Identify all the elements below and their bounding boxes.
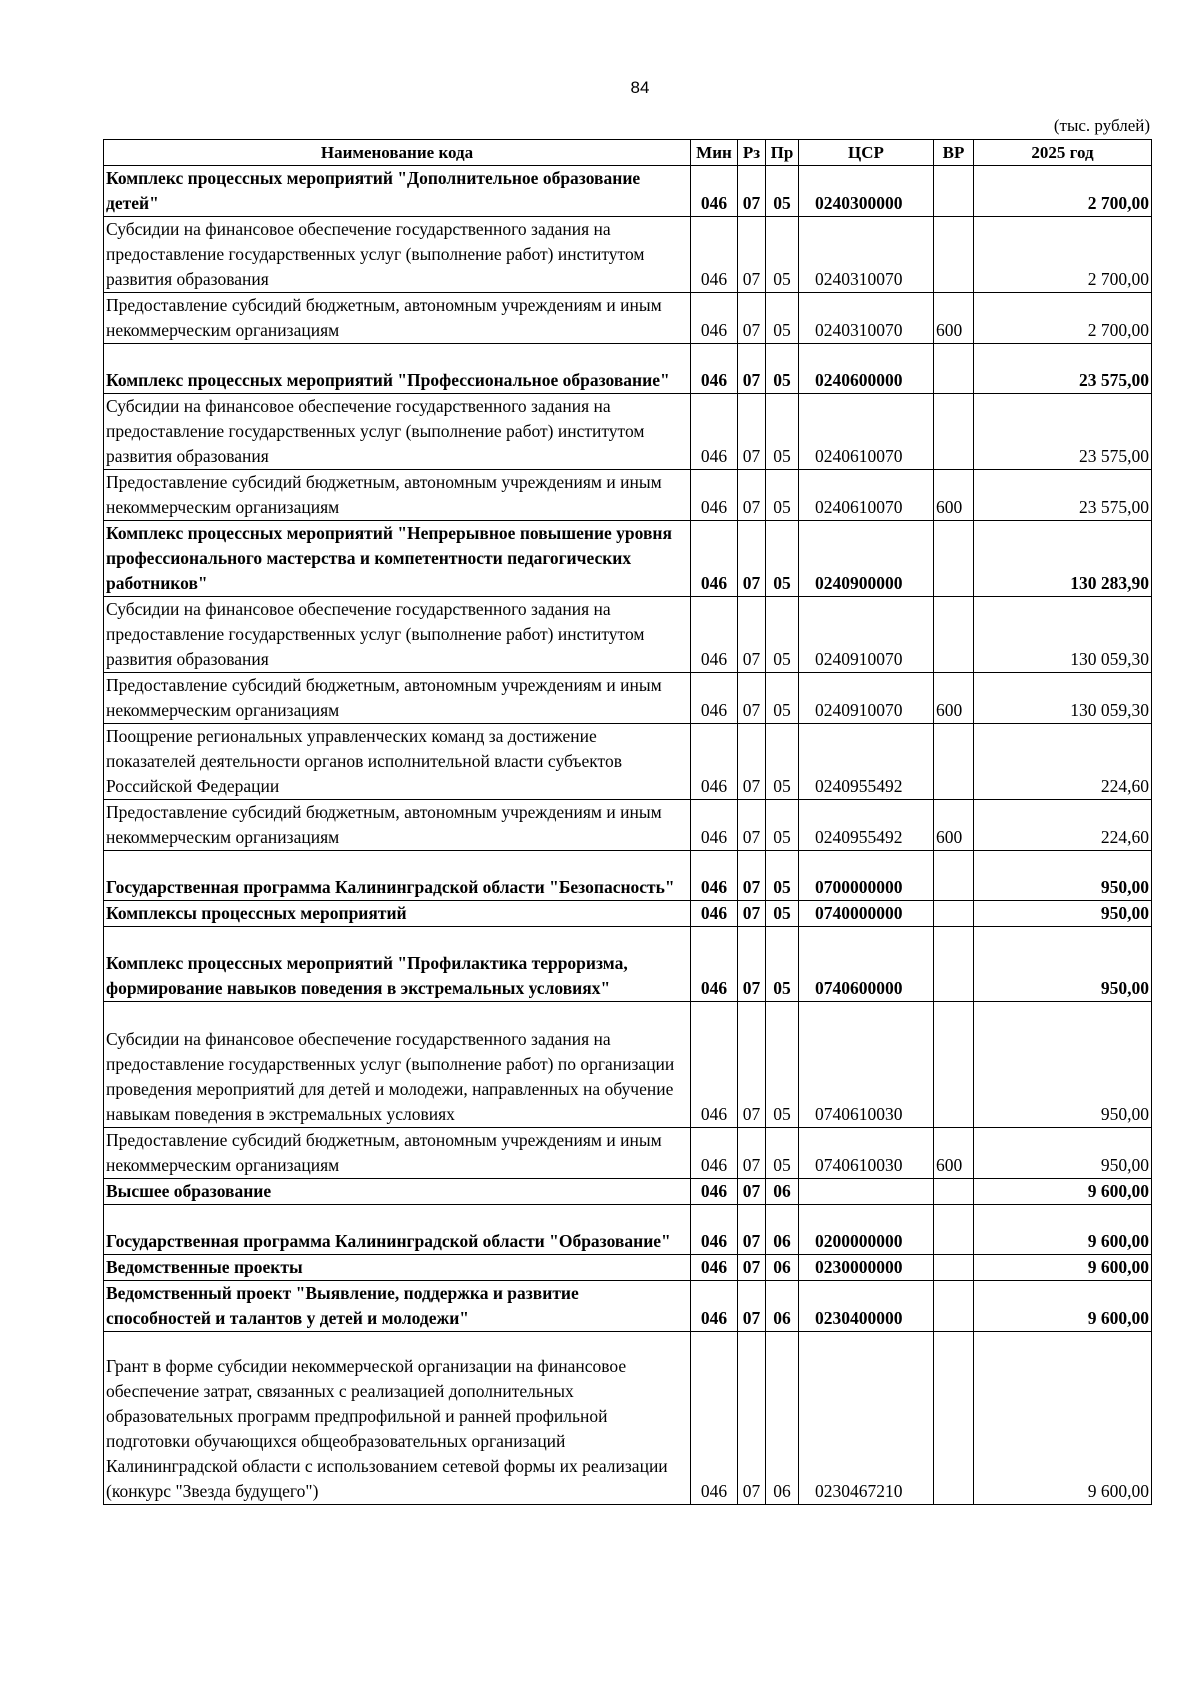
row-amount: 2 700,00 [974, 166, 1152, 217]
row-amount: 9 600,00 [974, 1255, 1152, 1281]
row-vr [934, 724, 974, 800]
row-min: 046 [691, 293, 738, 344]
row-rz: 07 [738, 166, 766, 217]
table-row [104, 394, 1152, 470]
row-vr [934, 1332, 974, 1505]
row-amount: 224,60 [974, 800, 1152, 851]
row-vr [934, 927, 974, 1002]
table-row [104, 521, 1152, 597]
table-row [104, 1205, 1152, 1255]
row-csr: 0240610070 [799, 394, 934, 470]
row-vr: 600 [934, 1128, 974, 1179]
row-csr: 0200000000 [799, 1205, 934, 1255]
row-amount: 2 700,00 [974, 293, 1152, 344]
row-vr: 600 [934, 673, 974, 724]
row-csr: 0240610070 [799, 470, 934, 521]
row-name: Субсидии на финансовое обеспечение государственного задания на предоставление государственных услуг (выполнение работ) по организации проведения мероприятий для детей и молодежи, направленных на обучение навыкам поведения в экстремальных условиях [104, 1002, 691, 1128]
table-row [104, 724, 1152, 800]
row-vr [934, 1205, 974, 1255]
header-pr: Пр [766, 140, 799, 166]
row-name: Грант в форме субсидии некоммерческой организации на финансовое обеспечение затрат, связанных с реализацией дополнительных образовательных программ предпрофильной и ранней профильной подготовки обучающихся общеобразовательных организаций Калининградской области с использованием сетевой формы их реализации (конкурс "Звезда будущего") [104, 1332, 691, 1505]
row-vr [934, 1281, 974, 1332]
row-pr: 05 [766, 521, 799, 597]
table-header-row [104, 140, 1152, 166]
row-amount: 23 575,00 [974, 470, 1152, 521]
row-csr: 0240910070 [799, 673, 934, 724]
row-amount: 950,00 [974, 1002, 1152, 1128]
row-pr: 05 [766, 344, 799, 394]
row-pr: 05 [766, 166, 799, 217]
row-name: Комплексы процессных мероприятий [104, 901, 691, 927]
table-row [104, 1002, 1152, 1128]
row-min: 046 [691, 1205, 738, 1255]
row-amount: 9 600,00 [974, 1179, 1152, 1205]
row-pr: 05 [766, 394, 799, 470]
row-rz: 07 [738, 901, 766, 927]
row-rz: 07 [738, 344, 766, 394]
row-name: Комплекс процессных мероприятий "Непрерывное повышение уровня профессионального мастерства и компетентности педагогических работников" [104, 521, 691, 597]
row-pr: 05 [766, 724, 799, 800]
row-min: 046 [691, 724, 738, 800]
row-csr [799, 1179, 934, 1205]
row-csr: 0740000000 [799, 901, 934, 927]
table-row [104, 597, 1152, 673]
row-rz: 07 [738, 597, 766, 673]
row-name: Комплекс процессных мероприятий "Дополнительное образование детей" [104, 166, 691, 217]
row-amount: 130 059,30 [974, 597, 1152, 673]
row-min: 046 [691, 166, 738, 217]
page-number: 84 [630, 78, 650, 97]
row-csr: 0740600000 [799, 927, 934, 1002]
header-vr: ВР [934, 140, 974, 166]
header-min: Мин [691, 140, 738, 166]
row-csr: 0740610030 [799, 1128, 934, 1179]
row-csr: 0240310070 [799, 293, 934, 344]
row-name: Поощрение региональных управленческих команд за достижение показателей деятельности органов исполнительной власти субъектов Российской Федерации [104, 724, 691, 800]
row-min: 046 [691, 800, 738, 851]
row-rz: 07 [738, 800, 766, 851]
row-min: 046 [691, 470, 738, 521]
table-row [104, 166, 1152, 217]
table-row [104, 927, 1152, 1002]
row-rz: 07 [738, 1255, 766, 1281]
table-row [104, 901, 1152, 927]
row-min: 046 [691, 344, 738, 394]
row-name: Комплекс процессных мероприятий "Профессиональное образование" [104, 344, 691, 394]
row-min: 046 [691, 927, 738, 1002]
row-pr: 05 [766, 673, 799, 724]
row-csr: 0230400000 [799, 1281, 934, 1332]
row-pr: 05 [766, 597, 799, 673]
table-row [104, 1179, 1152, 1205]
table-row [104, 800, 1152, 851]
row-rz: 07 [738, 470, 766, 521]
row-amount: 950,00 [974, 927, 1152, 1002]
row-csr: 0240900000 [799, 521, 934, 597]
row-pr: 05 [766, 293, 799, 344]
row-amount: 950,00 [974, 851, 1152, 901]
row-rz: 07 [738, 293, 766, 344]
header-rz: Рз [738, 140, 766, 166]
row-name: Предоставление субсидий бюджетным, автономным учреждениям и иным некоммерческим организациям [104, 673, 691, 724]
row-amount: 130 059,30 [974, 673, 1152, 724]
row-vr [934, 901, 974, 927]
row-vr [934, 217, 974, 293]
row-name: Высшее образование [104, 1179, 691, 1205]
table-row [104, 344, 1152, 394]
row-amount: 23 575,00 [974, 344, 1152, 394]
row-rz: 07 [738, 1281, 766, 1332]
row-vr [934, 344, 974, 394]
row-pr: 05 [766, 851, 799, 901]
row-rz: 07 [738, 927, 766, 1002]
row-rz: 07 [738, 851, 766, 901]
row-vr [934, 851, 974, 901]
row-csr: 0240600000 [799, 344, 934, 394]
table-row [104, 1332, 1152, 1505]
table-row [104, 1128, 1152, 1179]
row-rz: 07 [738, 724, 766, 800]
row-amount: 9 600,00 [974, 1332, 1152, 1505]
row-name: Государственная программа Калининградской области "Безопасность" [104, 851, 691, 901]
row-name: Ведомственные проекты [104, 1255, 691, 1281]
row-pr: 05 [766, 800, 799, 851]
row-min: 046 [691, 1255, 738, 1281]
row-rz: 07 [738, 1002, 766, 1128]
row-csr: 0230000000 [799, 1255, 934, 1281]
row-rz: 07 [738, 1179, 766, 1205]
row-pr: 06 [766, 1332, 799, 1505]
row-csr: 0240310070 [799, 217, 934, 293]
row-name: Ведомственный проект "Выявление, поддержка и развитие способностей и талантов у детей и молодежи" [104, 1281, 691, 1332]
row-amount: 9 600,00 [974, 1205, 1152, 1255]
row-vr [934, 1255, 974, 1281]
row-amount: 950,00 [974, 1128, 1152, 1179]
row-csr: 0240300000 [799, 166, 934, 217]
row-rz: 07 [738, 1205, 766, 1255]
row-csr: 0740610030 [799, 1002, 934, 1128]
row-csr: 0700000000 [799, 851, 934, 901]
table-row [104, 293, 1152, 344]
row-csr: 0240910070 [799, 597, 934, 673]
row-vr [934, 521, 974, 597]
row-amount: 2 700,00 [974, 217, 1152, 293]
row-amount: 9 600,00 [974, 1281, 1152, 1332]
row-name: Предоставление субсидий бюджетным, автономным учреждениям и иным некоммерческим организациям [104, 1128, 691, 1179]
row-vr: 600 [934, 293, 974, 344]
row-rz: 07 [738, 521, 766, 597]
row-min: 046 [691, 1179, 738, 1205]
table-row [104, 1255, 1152, 1281]
header-year: 2025 год [974, 140, 1152, 166]
row-vr [934, 1179, 974, 1205]
row-pr: 05 [766, 901, 799, 927]
row-amount: 23 575,00 [974, 394, 1152, 470]
row-pr: 05 [766, 1002, 799, 1128]
row-name: Субсидии на финансовое обеспечение государственного задания на предоставление государственных услуг (выполнение работ) институтом развития образования [104, 394, 691, 470]
row-amount: 130 283,90 [974, 521, 1152, 597]
table-row [104, 1281, 1152, 1332]
row-pr: 05 [766, 217, 799, 293]
row-vr [934, 1002, 974, 1128]
row-rz: 07 [738, 394, 766, 470]
row-csr: 0240955492 [799, 800, 934, 851]
budget-table [103, 139, 1152, 1505]
row-vr [934, 166, 974, 217]
row-min: 046 [691, 394, 738, 470]
row-min: 046 [691, 217, 738, 293]
table-row [104, 851, 1152, 901]
table-row [104, 217, 1152, 293]
units-label: (тыс. рублей) [1053, 116, 1150, 135]
row-rz: 07 [738, 217, 766, 293]
row-pr: 05 [766, 1128, 799, 1179]
row-vr [934, 394, 974, 470]
row-rz: 07 [738, 673, 766, 724]
row-name: Предоставление субсидий бюджетным, автономным учреждениям и иным некоммерческим организациям [104, 800, 691, 851]
row-min: 046 [691, 521, 738, 597]
row-csr: 0230467210 [799, 1332, 934, 1505]
row-min: 046 [691, 1332, 738, 1505]
row-name: Субсидии на финансовое обеспечение государственного задания на предоставление государственных услуг (выполнение работ) институтом развития образования [104, 597, 691, 673]
row-name: Предоставление субсидий бюджетным, автономным учреждениям и иным некоммерческим организациям [104, 293, 691, 344]
row-vr [934, 597, 974, 673]
row-min: 046 [691, 851, 738, 901]
row-vr: 600 [934, 800, 974, 851]
row-rz: 07 [738, 1332, 766, 1505]
row-csr: 0240955492 [799, 724, 934, 800]
row-amount: 224,60 [974, 724, 1152, 800]
row-pr: 06 [766, 1205, 799, 1255]
row-amount: 950,00 [974, 901, 1152, 927]
row-min: 046 [691, 597, 738, 673]
row-name: Предоставление субсидий бюджетным, автономным учреждениям и иным некоммерческим организациям [104, 470, 691, 521]
row-min: 046 [691, 901, 738, 927]
row-min: 046 [691, 1128, 738, 1179]
row-name: Субсидии на финансовое обеспечение государственного задания на предоставление государственных услуг (выполнение работ) институтом развития образования [104, 217, 691, 293]
header-name: Наименование кода [104, 140, 691, 166]
row-name: Государственная программа Калининградской области "Образование" [104, 1205, 691, 1255]
row-name: Комплекс процессных мероприятий "Профилактика терроризма, формирование навыков поведения в экстремальных условиях" [104, 927, 691, 1002]
row-pr: 06 [766, 1179, 799, 1205]
row-pr: 06 [766, 1255, 799, 1281]
row-vr: 600 [934, 470, 974, 521]
row-rz: 07 [738, 1128, 766, 1179]
row-min: 046 [691, 673, 738, 724]
row-min: 046 [691, 1002, 738, 1128]
row-pr: 05 [766, 927, 799, 1002]
table-row [104, 673, 1152, 724]
table-row [104, 470, 1152, 521]
row-pr: 06 [766, 1281, 799, 1332]
row-pr: 05 [766, 470, 799, 521]
header-csr: ЦСР [799, 140, 934, 166]
row-min: 046 [691, 1281, 738, 1332]
